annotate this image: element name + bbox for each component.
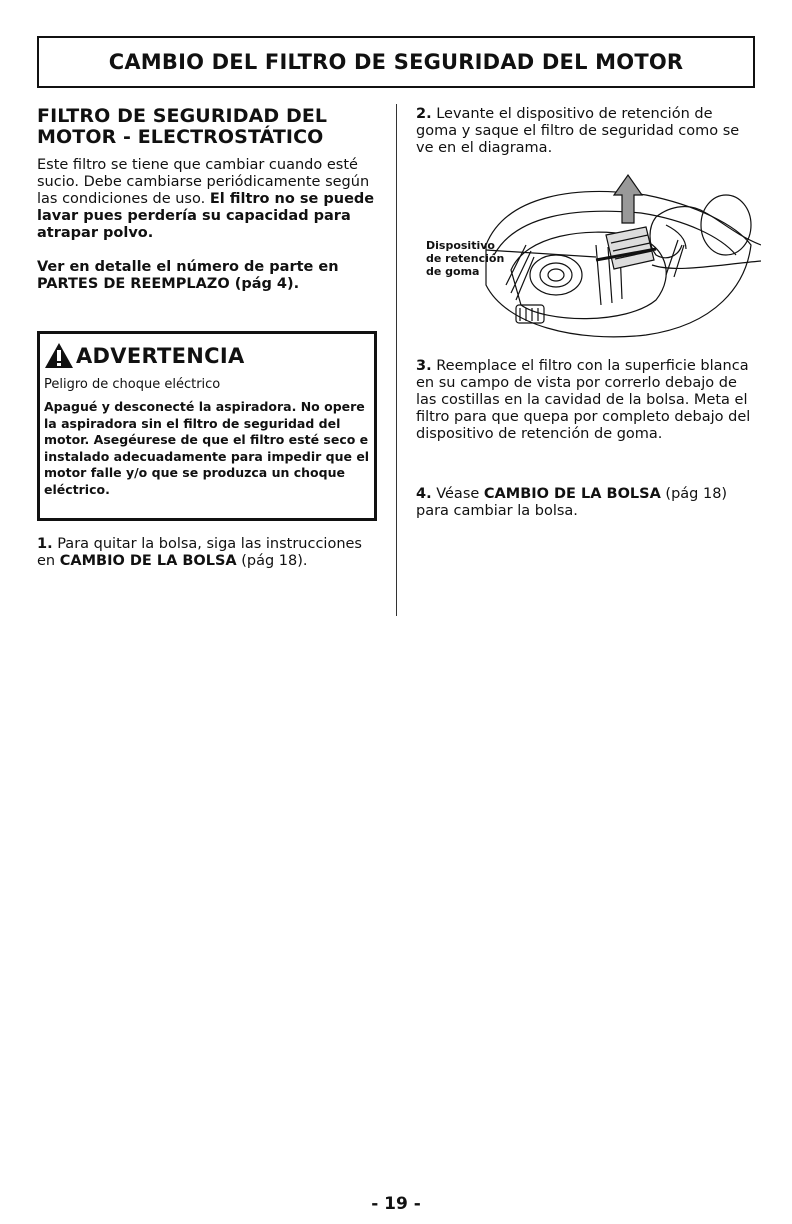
warning-triangle-icon	[44, 342, 74, 369]
warning-subtitle: Peligro de choque eléctrico	[44, 377, 221, 392]
intro-paragraph	[37, 157, 377, 242]
step-4	[416, 486, 756, 520]
intro-text: Este filtro se tiene que cambiar cuando esté sucio. Debe cambiarse periódicamente según las condiciones de uso.	[37, 157, 370, 207]
step-1	[37, 536, 377, 570]
warning-box	[37, 331, 377, 521]
left-column	[37, 105, 377, 569]
step-1-bold: CAMBIO DE LA BOLSA	[59, 553, 237, 569]
step-2	[416, 106, 756, 157]
page-title: CAMBIO DEL FILTRO DE SEGURIDAD DEL MOTOR	[108, 50, 684, 74]
intro-bold-text: El filtro no se puede lavar pues perdería su capacidad para atrapar polvo.	[37, 191, 375, 241]
filter-diagram	[416, 165, 761, 345]
retainer-label	[426, 239, 504, 278]
step-4-number: 4.	[416, 486, 432, 502]
page-header-box	[37, 36, 755, 88]
retainer-label-line2: de retención	[426, 252, 505, 265]
step-3-number: 3.	[416, 358, 432, 374]
step-4-text-post: (pág 18) para cambiar la bolsa.	[416, 486, 728, 519]
step-3	[416, 358, 756, 443]
warning-text: Apagué y desconecté la aspiradora. No opere la aspiradora sin el filtro de seguridad del motor. Asegéurese de que el filtro esté seco e instalado adecuadamente para impedir que el motor falle y/o que se produzca un choque eléctrico.	[44, 399, 370, 497]
step-3-text: Reemplace el filtro con la superficie blanca en su campo de vista por correrlo debajo de las costillas en la cavidad de la bolsa. Meta el filtro para que quepa por completo debajo del dispositivo de retención de goma.	[416, 358, 751, 442]
warning-header	[44, 342, 370, 369]
right-column	[416, 106, 756, 519]
step-2-number: 2.	[416, 106, 432, 122]
step-4-text-pre: Véase	[436, 486, 480, 502]
retainer-label-line1: Dispositivo	[426, 239, 495, 252]
step-1-tail: (pág 18).	[241, 553, 308, 569]
step-1-number: 1.	[37, 536, 53, 552]
section-heading-line1: FILTRO DE SEGURIDAD DEL	[37, 105, 328, 127]
step-1-text: Para quitar la bolsa, siga las instrucciones en	[37, 536, 362, 569]
retainer-label-line3: de goma	[426, 265, 480, 278]
section-heading	[37, 106, 377, 148]
step-2-text: Levante el dispositivo de retención de goma y saque el filtro de seguridad como se ve en el diagrama.	[416, 106, 740, 156]
warning-title: ADVERTENCIA	[76, 343, 245, 368]
step-4-bold: CAMBIO DE LA BOLSA	[483, 486, 661, 502]
page-number: - 19 -	[371, 1194, 421, 1214]
section-heading-line2: MOTOR - ELECTROSTÁTICO	[37, 126, 324, 148]
column-divider	[396, 104, 397, 616]
parts-reference: Ver en detalle el número de parte en PARTES DE REEMPLAZO (pág 4).	[37, 259, 339, 292]
